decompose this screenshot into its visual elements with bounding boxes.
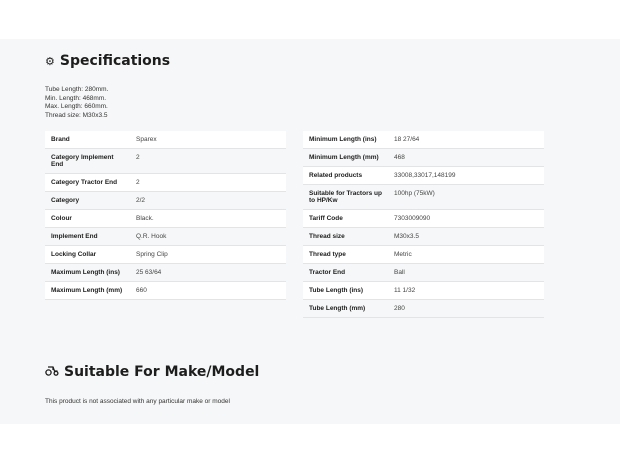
- suitable-heading: [45, 364, 259, 380]
- table-row: [303, 282, 544, 300]
- table-row: [45, 131, 286, 149]
- intro-line: Thread size: M30x3.5: [45, 111, 108, 119]
- specifications-title: Specifications: [59, 53, 171, 69]
- spec-table-right: [303, 131, 544, 318]
- spec-table-left: [45, 131, 286, 300]
- spec-value: 33008,33017,148199: [388, 167, 544, 185]
- intro-line: Max. Length: 660mm.: [45, 103, 108, 111]
- intro-line: Min. Length: 468mm.: [45, 94, 107, 102]
- table-row: [45, 149, 286, 174]
- table-row: [303, 131, 544, 149]
- spec-value: 7303009090: [388, 210, 544, 228]
- spec-label: Minimum Length (mm): [303, 149, 388, 167]
- table-row: [45, 192, 286, 210]
- spec-label: Maximum Length (mm): [45, 282, 130, 300]
- spec-label: Tariff Code: [303, 210, 388, 228]
- spec-label: Category: [45, 192, 130, 210]
- spec-value: 2/2: [130, 192, 286, 210]
- spec-value: 660: [130, 282, 286, 300]
- table-row: [45, 174, 286, 192]
- spec-intro: [45, 86, 108, 120]
- table-row: [45, 210, 286, 228]
- table-row: [303, 185, 544, 210]
- spec-value: 280: [388, 300, 544, 318]
- spec-label: Tube Length (mm): [303, 300, 388, 318]
- spec-label: Category Tractor End: [45, 174, 130, 192]
- table-row: [303, 210, 544, 228]
- spec-value: 468: [388, 149, 544, 167]
- spec-label: Thread size: [303, 228, 388, 246]
- spec-value: Sparex: [130, 131, 286, 149]
- table-row: [303, 167, 544, 185]
- spec-value: 25 63/64: [130, 264, 286, 282]
- spec-value: 18 27/64: [388, 131, 544, 149]
- spec-label: Maximum Length (ins): [45, 264, 130, 282]
- table-row: [303, 149, 544, 167]
- tractor-icon: [45, 365, 59, 379]
- spec-value: Black.: [130, 210, 286, 228]
- spec-label: Related products: [303, 167, 388, 185]
- spec-value: Spring Clip: [130, 246, 286, 264]
- spec-label: Thread type: [303, 246, 388, 264]
- intro-line: Tube Length: 280mm.: [45, 86, 109, 93]
- table-row: [45, 282, 286, 300]
- spec-value: 100hp (75kW): [388, 185, 544, 210]
- spec-value: M30x3.5: [388, 228, 544, 246]
- suitable-title: Suitable For Make/Model: [64, 364, 260, 380]
- spec-label: Tube Length (ins): [303, 282, 388, 300]
- gear-icon: ⚙: [45, 54, 55, 68]
- table-row: [45, 264, 286, 282]
- spec-value: 2: [130, 149, 286, 174]
- spec-value: 2: [130, 174, 286, 192]
- table-row: [45, 246, 286, 264]
- spec-label: Locking Collar: [45, 246, 130, 264]
- spec-label: Colour: [45, 210, 130, 228]
- spec-label: Suitable for Tractors up to HP/Kw: [303, 185, 388, 210]
- spec-label: Implement End: [45, 228, 130, 246]
- spec-label: Tractor End: [303, 264, 388, 282]
- table-row: [303, 246, 544, 264]
- spec-label: Brand: [45, 131, 130, 149]
- table-row: [303, 228, 544, 246]
- spec-value: Metric: [388, 246, 544, 264]
- spec-value: Ball: [388, 264, 544, 282]
- spec-value: 11 1/32: [388, 282, 544, 300]
- suitable-note: This product is not associated with any particular make or model: [45, 398, 230, 405]
- spec-label: Minimum Length (ins): [303, 131, 388, 149]
- spec-label: Category Implement End: [45, 149, 130, 174]
- table-row: [303, 264, 544, 282]
- spec-value: Q.R. Hook: [130, 228, 286, 246]
- table-row: [303, 300, 544, 318]
- specifications-heading: [45, 53, 170, 69]
- table-row: [45, 228, 286, 246]
